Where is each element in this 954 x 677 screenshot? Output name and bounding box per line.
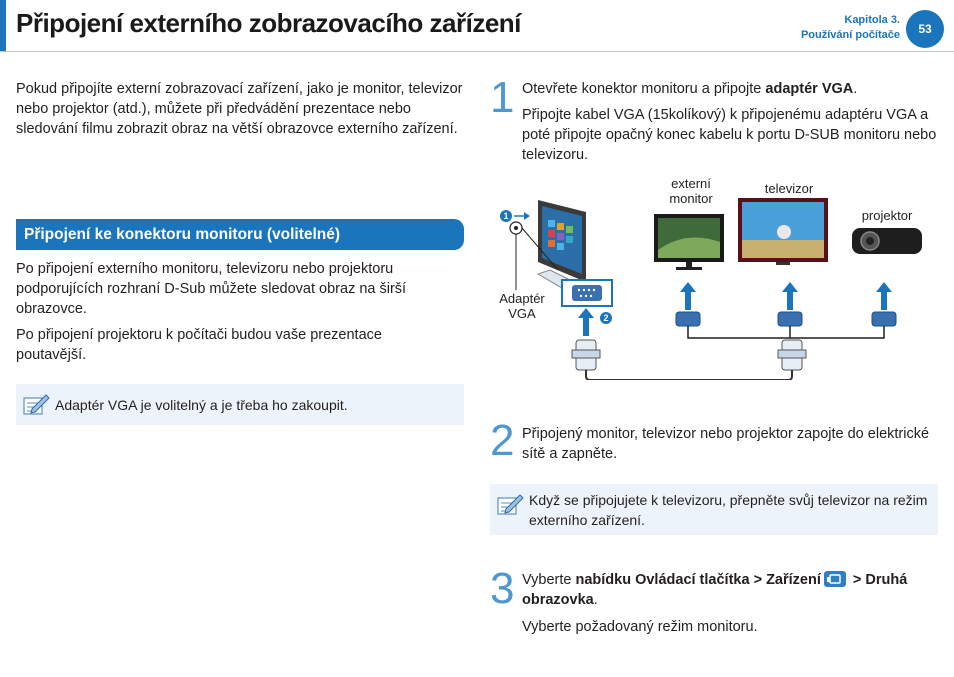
label-vga-adapter <box>490 291 554 321</box>
dsub-ports <box>676 312 896 326</box>
chapter-label <box>801 13 900 43</box>
step-3-period: . <box>593 592 598 608</box>
section-heading: Připojení ke konektoru monitoru (volitelné) <box>16 219 464 250</box>
header-accent-bar <box>0 0 6 52</box>
intro-paragraph: Pokud připojíte externí zobrazovací zařízení, jako je monitor, televizor nebo projektor (atd.), můžete při předvádění prezentace nebo sledování filmu zobrazit obraz na větší obrazovce externího zařízení. <box>16 81 463 137</box>
label-external-monitor <box>656 176 726 206</box>
marker-2-label: 2 <box>603 313 609 323</box>
connection-diagram <box>486 170 946 380</box>
step-3-number: 3 <box>490 564 515 613</box>
step-2-text: Připojený monitor, televizor nebo projektor zapojte do elektrické sítě a zapněte. <box>522 426 930 462</box>
step-2-number: 2 <box>490 416 515 465</box>
section-paragraph-1: Po připojení externího monitoru, televizoru nebo projektoru podporujících rozhraní D-Sub můžete sledovat obraz na širší obrazovce. <box>16 261 407 317</box>
label-external-monitor-l2: monitor <box>669 191 713 206</box>
step-1-line-2: Připojte kabel VGA (15kolíkový) k připojenému adaptéru VGA a poté připojte opačný konec kabelu k portu D-SUB monitoru nebo televizoru. <box>522 107 937 163</box>
projector-device <box>852 228 922 254</box>
note-text: Adaptér VGA je volitelný a je třeba ho zakoupit. <box>55 397 348 413</box>
step-3-devices-term: Zařízení <box>766 572 821 588</box>
step-1-adapter-term: adaptér VGA <box>765 81 854 97</box>
step-1-line-1 <box>522 79 942 99</box>
step-3-sep-1: > <box>749 572 767 588</box>
note-pencil-icon <box>22 392 50 418</box>
marker-1-label: 1 <box>503 211 509 221</box>
label-vga-adapter-l1: Adaptér <box>499 291 545 306</box>
step-3-charms-term: nabídku Ovládací tlačítka <box>575 572 750 588</box>
section-paragraph-2: Po připojení projektoru k počítači budou vaše prezentace poutavější. <box>16 327 382 363</box>
tablet-device <box>538 200 586 282</box>
note-pencil-icon <box>496 492 524 518</box>
step-3-line-1 <box>522 570 942 610</box>
note-box <box>16 384 464 425</box>
chapter-number: Kapitola 3. <box>844 14 900 26</box>
step-3-sep-2: > <box>848 572 866 588</box>
step-3-second-screen-term: Druhá obrazovka <box>522 572 908 608</box>
tv-device <box>738 198 828 265</box>
step-1-text: Otevřete konektor monitoru a připojte <box>522 81 766 97</box>
chapter-name: Používání počítače <box>800 29 900 41</box>
step-3-line-2: Vyberte požadovaný režim monitoru. <box>522 619 758 635</box>
page-title: Připojení externího zobrazovacího zařízení <box>16 8 521 38</box>
page-number-badge <box>906 10 944 48</box>
devices-charm-icon <box>824 571 846 587</box>
up-arrows <box>578 282 892 336</box>
step-2-note-box <box>490 484 938 535</box>
vga-cable <box>572 340 806 380</box>
label-projector: projektor <box>861 208 913 223</box>
page-number: 53 <box>918 22 932 36</box>
step-1-number: 1 <box>490 73 515 122</box>
monitor-device <box>654 214 724 270</box>
step-2-note-text: Když se připojujete k televizoru, přepněte svůj televizor na režim externího zařízení. <box>529 492 928 528</box>
step-3-text: Vyberte <box>522 572 576 588</box>
label-vga-adapter-l2: VGA <box>508 306 536 321</box>
header-divider <box>0 51 954 52</box>
step-1-period: . <box>853 81 858 97</box>
label-external-monitor-l1: externí <box>671 176 711 191</box>
label-tv: televizor <box>764 181 814 196</box>
